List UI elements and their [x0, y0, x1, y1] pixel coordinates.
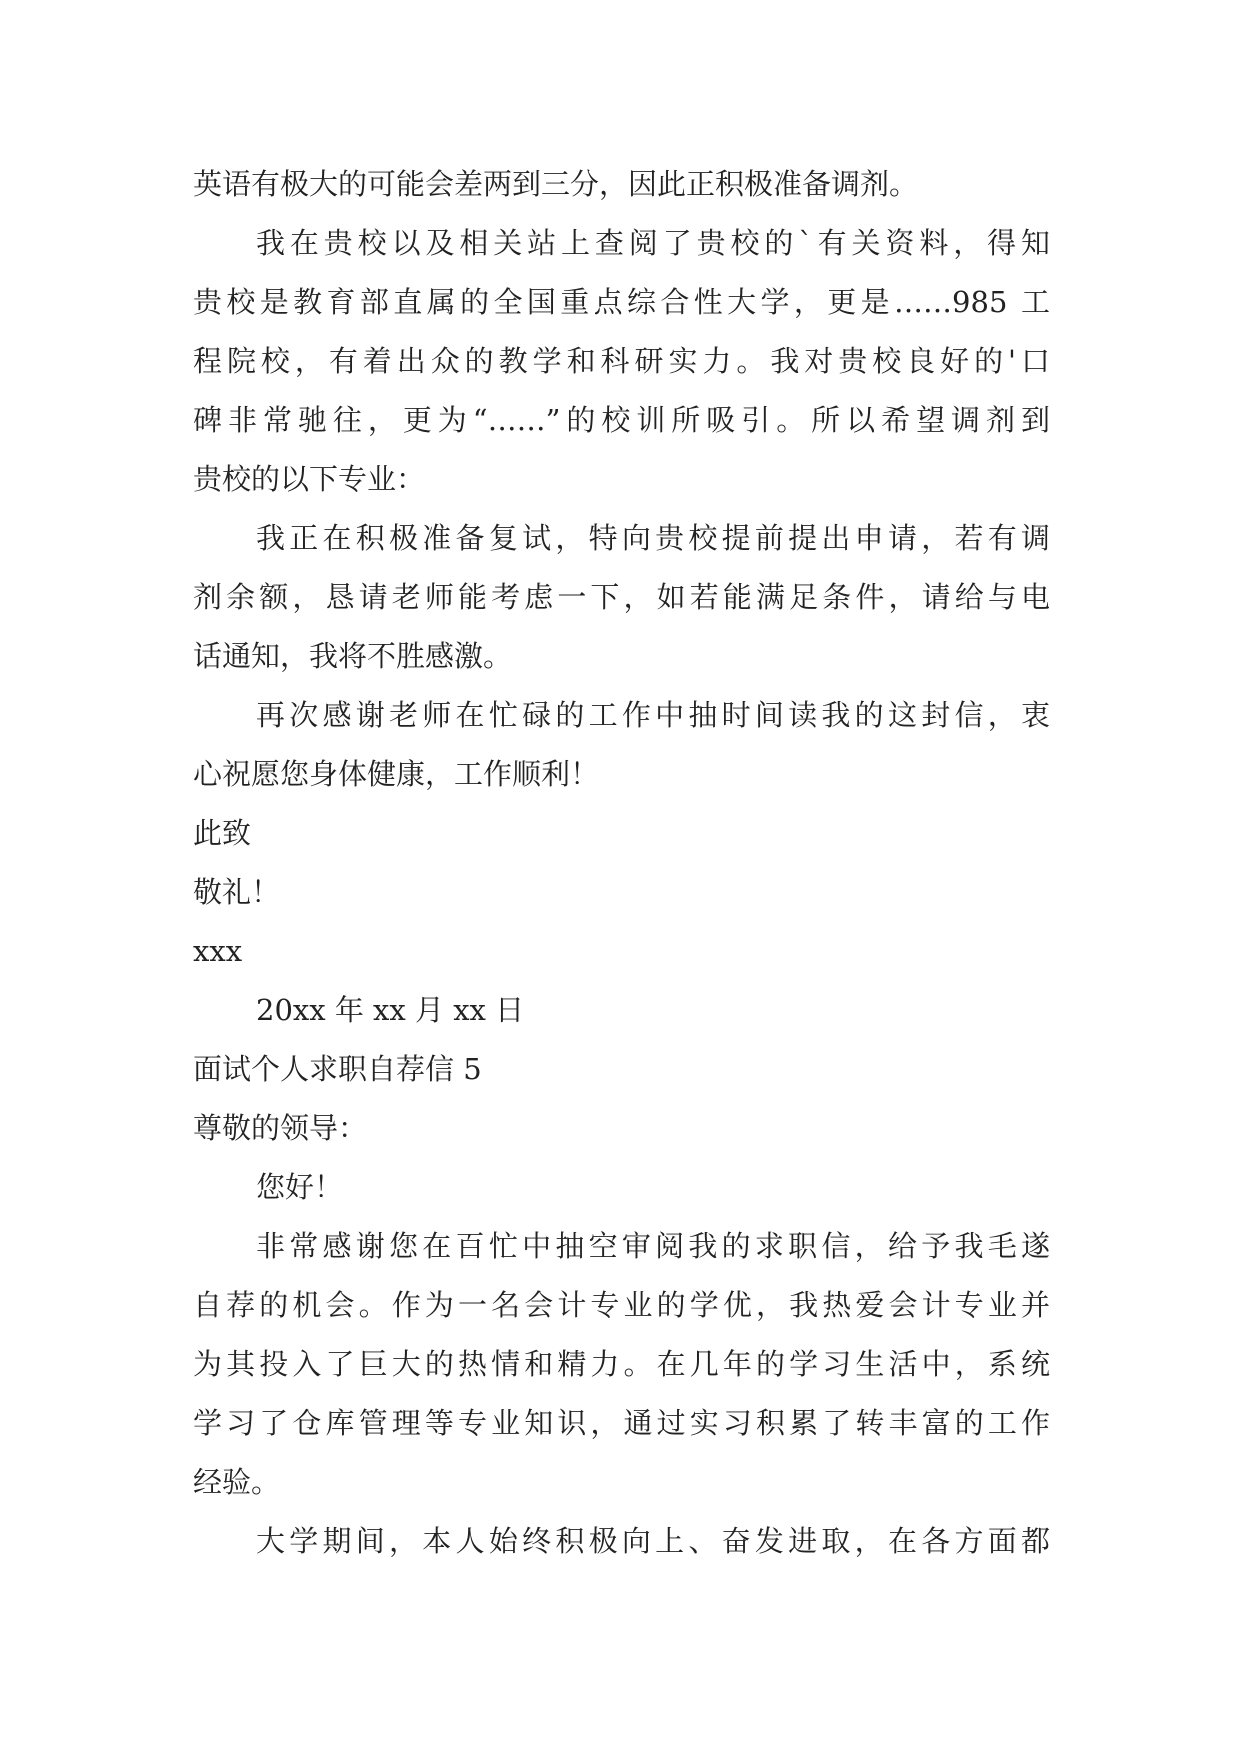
text-line: 话通知，我将不胜感激。	[193, 639, 513, 673]
text-line: 英语有极大的可能会差两到三分，因此正积极准备调剂。	[193, 167, 919, 201]
text-line: 学习了仓库管理等专业知识，通过实习积累了转丰富的工作	[193, 1406, 1050, 1440]
signature-date: 20xx 年 xx 月 xx 日	[256, 993, 525, 1027]
text-line: 心祝愿您身体健康，工作顺利！	[193, 757, 600, 791]
greeting-line: 尊敬的领导：	[193, 1111, 368, 1145]
text-line: 自荐的机会。作为一名会计专业的学优，我热爱会计专业并	[193, 1288, 1050, 1322]
text-line: 贵校是教育部直属的全国重点综合性大学，更是……985 工	[193, 285, 1050, 319]
paragraph-first-line: 大学期间，本人始终积极向上、奋发进取，在各方面都	[256, 1524, 1050, 1558]
section-title: 面试个人求职自荐信 5	[193, 1052, 482, 1086]
paragraph-first-line: 非常感谢您在百忙中抽空审阅我的求职信，给予我毛遂	[256, 1229, 1050, 1263]
text-line: 程院校，有着出众的教学和科研实力。我对贵校良好的'口	[193, 344, 1050, 378]
paragraph-first-line: 我正在积极准备复试，特向贵校提前提出申请，若有调	[256, 521, 1050, 555]
text-line: 经验。	[193, 1465, 281, 1499]
closing-line: 此致	[193, 816, 252, 850]
text-line: 为其投入了巨大的热情和精力。在几年的学习生活中，系统	[193, 1347, 1050, 1381]
paragraph-first-line: 再次感谢老师在忙碌的工作中抽时间读我的这封信，衷	[256, 698, 1050, 732]
text-line: 碑非常驰往，更为“……”的校训所吸引。所以希望调剂到	[193, 403, 1050, 437]
salutation-line: 敬礼！	[193, 875, 281, 909]
greeting-line: 您好！	[256, 1170, 344, 1204]
paragraph-first-line: 我在贵校以及相关站上查阅了贵校的`有关资料，得知	[256, 226, 1050, 260]
signature-name: xxx	[193, 934, 243, 968]
text-line: 贵校的以下专业：	[193, 462, 426, 496]
text-line: 剂余额，恳请老师能考虑一下，如若能满足条件，请给与电	[193, 580, 1050, 614]
